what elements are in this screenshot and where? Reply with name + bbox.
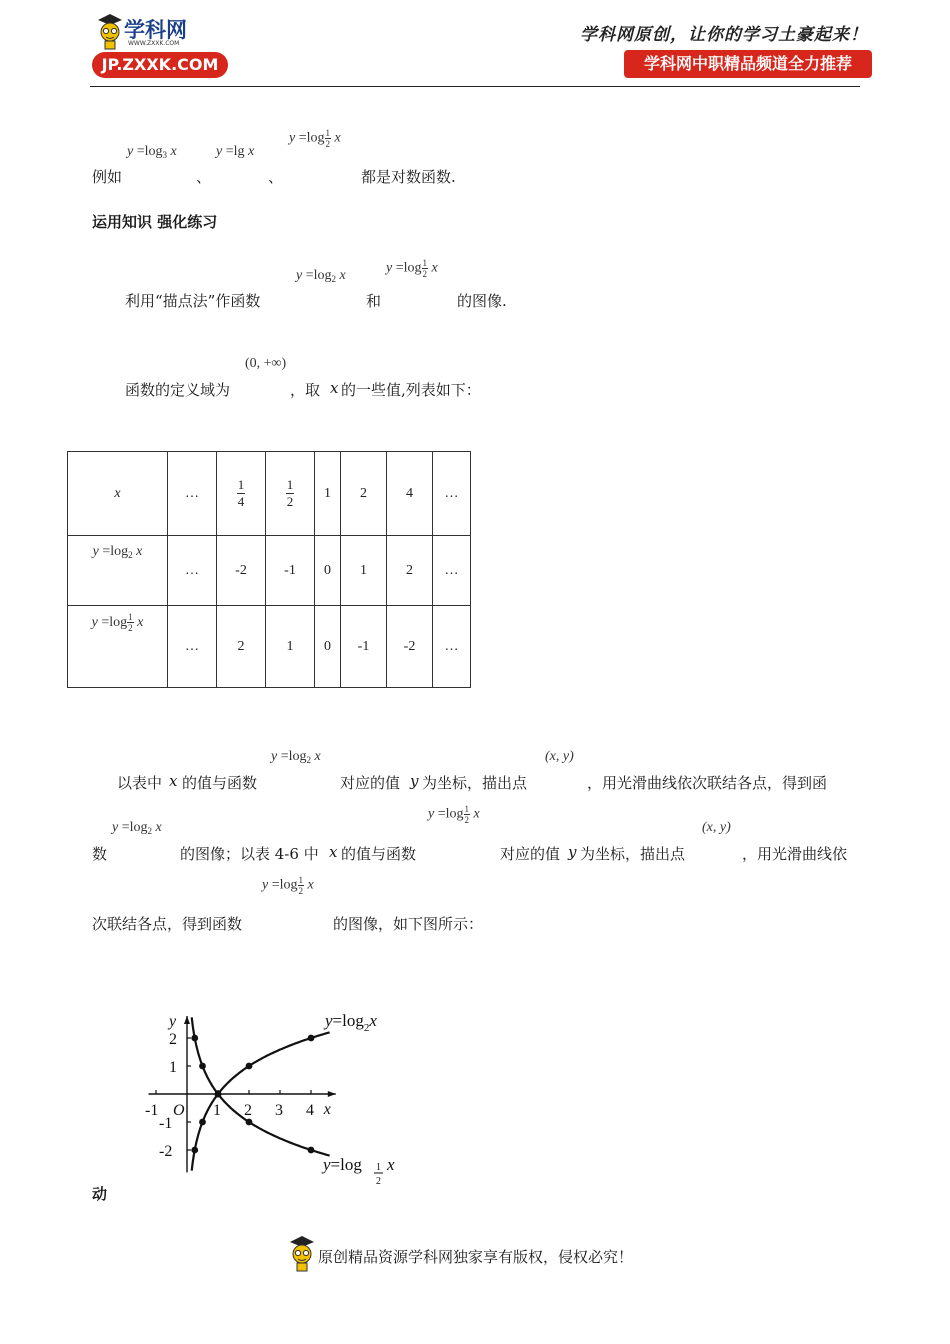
para4-l1b: 的值与函数	[182, 774, 258, 792]
para4-var-x2: x	[329, 843, 338, 861]
x-tick-label: 4	[306, 1102, 314, 1119]
formula-log2-p4: $y =\log_2$ x	[271, 749, 321, 765]
para4-l2d: 对应的值	[500, 845, 561, 863]
formula-loghalf-2: y =log $\frac{1}{2}$ x	[386, 258, 438, 279]
x-tick-label: O	[173, 1102, 185, 1119]
logo-url: WWW.ZXXK.COM	[128, 40, 180, 47]
x-cell: 1	[315, 452, 341, 536]
y-axis-label: y	[169, 1013, 177, 1030]
para4-l2e: 为坐标，描出点	[580, 845, 686, 863]
para3-prefix: 函数的定义域为	[125, 381, 231, 399]
footer-copyright: 原创精品资源学科网独家享有版权，侵权必究！	[318, 1248, 634, 1266]
para2-suffix: 的图像.	[457, 292, 507, 310]
para2-prefix: 利用“描点法”作函数	[125, 292, 261, 310]
x-cell: …	[433, 452, 471, 536]
para4-l1a: 以表中	[117, 774, 163, 792]
stray-char: 动	[92, 1185, 108, 1203]
log2-cell: 0	[315, 536, 341, 606]
y-tick-label: -2	[159, 1143, 173, 1160]
para4-l3b: 的图像，如下图所示：	[333, 915, 484, 933]
loghalf-cell: 0	[315, 606, 341, 688]
point-xy-2: (x, y)	[702, 820, 731, 835]
para3-var: x	[330, 379, 339, 397]
formula-loghalf: y =log $\frac{1}{2}$ x	[289, 128, 341, 149]
para4-l1e: ，用光滑曲线依次联结各点，得到函	[587, 774, 828, 792]
header-divider	[90, 86, 860, 87]
loghalf-cell: …	[168, 606, 217, 688]
data-point	[308, 1147, 315, 1154]
series-label-frac-num: 1	[376, 1162, 381, 1173]
x-tick-label: 2	[244, 1102, 252, 1119]
log2-cell: …	[168, 536, 217, 606]
x-tick-label: -1	[145, 1102, 159, 1119]
para2-conj: 和	[366, 292, 382, 310]
series-label-tail: x	[387, 1155, 395, 1174]
loghalf-cell: 1	[266, 606, 315, 688]
para1-sep2: 、	[268, 168, 284, 186]
header-cell-x: x	[68, 452, 168, 536]
domain-interval: (0, +∞)	[245, 356, 287, 371]
data-point	[199, 1119, 206, 1126]
table-row	[68, 452, 471, 536]
row-label-log2: $y =\log_2$ x	[68, 536, 168, 606]
formula-loghalf-p4b: y =log $\frac{1}{2}$ x	[262, 875, 314, 896]
section-title: 运用知识 强化练习	[92, 213, 218, 231]
para4-l1c: 对应的值	[340, 774, 401, 792]
data-point	[191, 1147, 198, 1154]
para1-prefix: 例如	[92, 168, 123, 186]
x-cell: …	[168, 452, 217, 536]
data-point	[191, 1035, 198, 1042]
para4-var-y2: y	[568, 843, 577, 861]
y-tick-label: -1	[159, 1115, 173, 1132]
table-row	[68, 606, 471, 688]
row-label-loghalf: y =log $\frac{1}{2}$ x	[68, 606, 168, 688]
formula-log2-p4b: $y =\log_2$ x	[112, 820, 162, 836]
logo-name: 学科网	[124, 18, 187, 42]
log2-cell: -2	[217, 536, 266, 606]
x-tick-label: 1	[213, 1102, 221, 1119]
formula-loghalf-p4: y =log $\frac{1}{2}$ x	[428, 804, 480, 825]
site-badge[interactable]: JP.ZXXK.COM	[92, 52, 228, 78]
data-point	[215, 1091, 222, 1098]
formula-lg: y =lg x	[216, 144, 255, 159]
channel-banner[interactable]: 学科网中职精品频道全力推荐	[624, 50, 872, 78]
x-axis-arrow	[328, 1091, 336, 1097]
para4-l2b: 的图像；以表 4-6 中	[180, 845, 319, 863]
point-xy: (x, y)	[545, 749, 574, 764]
loghalf-cell: …	[433, 606, 471, 688]
para4-var: x	[169, 772, 178, 790]
loghalf-cell: -1	[341, 606, 387, 688]
para1-sep1: 、	[196, 168, 212, 186]
y-tick-label: 1	[169, 1059, 177, 1076]
para4-l2c: 的值与函数	[341, 845, 417, 863]
para3-suffix-a: ，取	[290, 381, 321, 399]
data-point	[246, 1119, 253, 1126]
value-table	[67, 451, 471, 688]
para3-suffix-b: 的一些值,列表如下：	[341, 381, 481, 399]
para1-suffix: 都是对数函数.	[361, 168, 456, 186]
data-point	[246, 1063, 253, 1070]
log2-cell: 1	[341, 536, 387, 606]
y-tick-label: 2	[169, 1031, 177, 1048]
x-cell: $\frac{1}{2}$	[266, 452, 315, 536]
para4-l3a: 次联结各点，得到函数	[92, 915, 243, 933]
para4-l2a: 数	[92, 845, 108, 863]
mascot-icon	[96, 12, 124, 50]
slogan: 学科网原创，让你的学习土豪起来！	[580, 25, 868, 45]
loghalf-cell: -2	[387, 606, 433, 688]
formula-log2: $y =\log_2$ x	[296, 268, 346, 284]
series-label-log2: $y=\log_2x$	[325, 1011, 377, 1034]
series-label-loghalf: y=log	[323, 1155, 362, 1174]
formula-log3: $y =\log_3$ x	[127, 144, 177, 160]
para4-l1d: 为坐标，描出点	[422, 774, 528, 792]
x-axis-label: x	[323, 1101, 331, 1118]
x-cell: 4	[387, 452, 433, 536]
para4-var-y: y	[410, 772, 419, 790]
data-point	[308, 1035, 315, 1042]
data-point	[199, 1063, 206, 1070]
series-label-frac-den: 2	[376, 1176, 381, 1187]
log2-cell: 2	[387, 536, 433, 606]
x-cell: $\frac{1}{4}$	[217, 452, 266, 536]
y-axis-arrow	[184, 1016, 190, 1024]
log2-cell: -1	[266, 536, 315, 606]
x-cell: 2	[341, 452, 387, 536]
mascot-icon	[288, 1234, 316, 1272]
para4-l2f: ，用光滑曲线依	[742, 845, 848, 863]
log2-cell: …	[433, 536, 471, 606]
log-function-chart	[120, 990, 420, 1190]
table-row	[68, 536, 471, 606]
loghalf-cell: 2	[217, 606, 266, 688]
x-tick-label: 3	[275, 1102, 283, 1119]
